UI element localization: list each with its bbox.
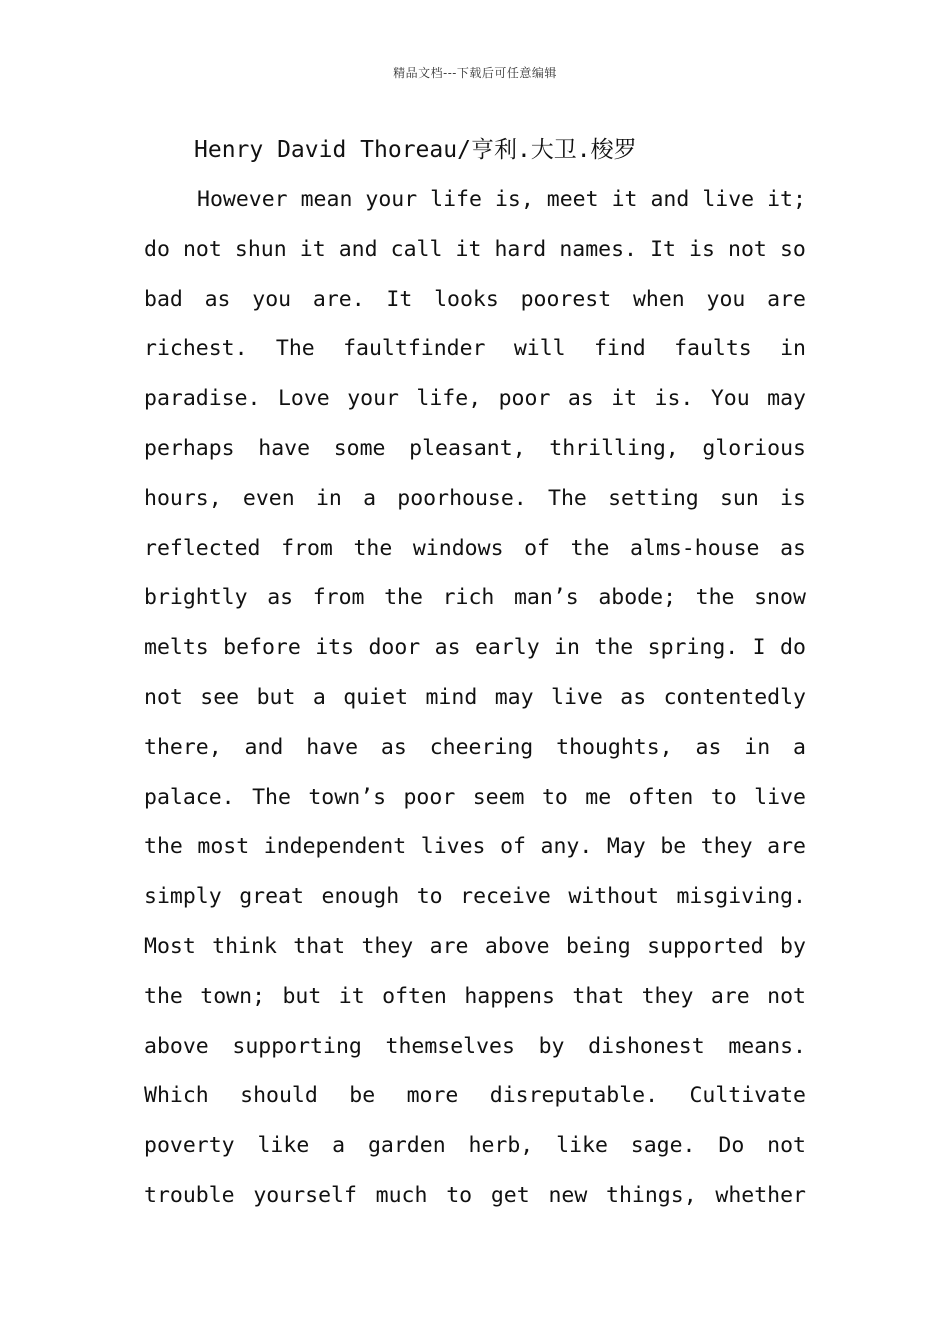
text-word: early xyxy=(474,635,540,661)
text-word: and xyxy=(650,187,690,212)
text-word: means. xyxy=(728,1033,806,1059)
text-word: poorest xyxy=(520,286,612,312)
text-word: I xyxy=(752,635,766,661)
text-word: is xyxy=(689,236,715,262)
text-word: seem xyxy=(472,784,525,810)
text-word: you xyxy=(252,286,292,312)
text-word: poor xyxy=(498,386,551,412)
text-word: to xyxy=(446,1182,473,1208)
text-line xyxy=(144,282,806,332)
text-word: a xyxy=(793,734,806,760)
text-word: The xyxy=(252,784,291,810)
text-word: perhaps xyxy=(144,435,235,461)
text-line xyxy=(144,1128,806,1178)
text-word: supported xyxy=(647,933,764,959)
text-word: in xyxy=(744,734,771,760)
text-word: may xyxy=(494,684,534,710)
document-title: Henry David Thoreau/亨利.大卫.梭罗 xyxy=(194,137,637,163)
text-word: do xyxy=(144,236,170,262)
text-word: poorhouse. xyxy=(397,485,527,511)
text-word: not xyxy=(182,236,222,262)
text-line xyxy=(144,730,806,780)
text-word: cheering xyxy=(429,734,534,760)
text-word: town’s xyxy=(308,784,387,810)
text-word: bad xyxy=(144,286,183,312)
text-word: The xyxy=(275,336,315,362)
text-word: faultfinder xyxy=(343,336,486,362)
text-word: as xyxy=(204,286,231,312)
text-word: thoughts, xyxy=(556,734,673,760)
text-word: being xyxy=(566,933,631,959)
text-word: receive xyxy=(460,884,551,910)
text-word: not xyxy=(767,1133,806,1159)
text-line xyxy=(144,381,806,431)
text-word: the xyxy=(384,585,423,611)
text-line xyxy=(144,929,806,979)
text-word: as xyxy=(380,734,407,760)
text-word: quiet xyxy=(343,684,409,710)
text-word: to xyxy=(541,784,568,810)
text-word: the xyxy=(594,635,634,661)
text-word: the xyxy=(144,983,183,1009)
text-word: meet xyxy=(546,187,599,212)
text-word: life, xyxy=(416,386,482,412)
text-word: shun xyxy=(234,236,287,262)
text-word: to xyxy=(710,784,737,810)
page-header: 精品文档---下载后可任意编辑 xyxy=(393,66,557,80)
text-line xyxy=(144,331,806,381)
text-line xyxy=(144,780,806,830)
text-line xyxy=(144,1078,806,1128)
text-word: However xyxy=(197,187,288,212)
text-word: without xyxy=(568,884,659,910)
text-word: above xyxy=(144,1033,209,1059)
text-word: you xyxy=(706,286,746,312)
text-word: are. xyxy=(312,286,365,312)
text-word: as xyxy=(434,635,461,661)
text-word: they xyxy=(641,983,694,1009)
text-word: hard xyxy=(494,236,547,262)
text-word: is. xyxy=(654,386,694,412)
text-word: contentedly xyxy=(663,684,806,710)
text-word: will xyxy=(513,336,566,362)
text-line xyxy=(144,431,806,481)
text-word: it xyxy=(611,187,638,212)
text-word: herb, xyxy=(468,1133,534,1159)
essay-body xyxy=(144,182,806,1228)
text-word: simply xyxy=(144,884,222,910)
text-line xyxy=(144,481,806,531)
text-word: often xyxy=(382,983,447,1009)
text-word: poverty xyxy=(144,1133,235,1159)
text-word: of xyxy=(500,834,526,860)
text-word: from xyxy=(281,535,333,561)
text-word: and xyxy=(244,734,284,760)
text-line xyxy=(144,232,806,282)
text-word: whether xyxy=(715,1182,806,1208)
text-line xyxy=(144,182,806,232)
text-word: not xyxy=(144,684,183,710)
text-word: of xyxy=(524,535,550,561)
text-word: to xyxy=(416,884,443,910)
text-word: Cultivate xyxy=(689,1083,806,1109)
text-word: sage. xyxy=(630,1133,696,1159)
text-word: setting xyxy=(608,485,699,511)
text-word: it xyxy=(611,386,638,412)
text-word: in xyxy=(315,485,342,511)
text-word: man’s xyxy=(513,585,579,611)
text-word: get xyxy=(490,1182,530,1208)
text-word: any. xyxy=(540,834,593,860)
text-word: enough xyxy=(321,884,400,910)
text-word: when xyxy=(632,286,685,312)
text-word: me xyxy=(585,784,612,810)
text-word: it xyxy=(455,236,482,262)
text-word: spring. xyxy=(647,635,739,661)
text-word: looks xyxy=(434,286,499,312)
text-line xyxy=(144,979,806,1029)
text-word: as xyxy=(695,734,722,760)
text-word: abode; xyxy=(598,585,677,611)
text-word: is xyxy=(780,485,806,511)
text-word: Love xyxy=(277,386,330,412)
text-line xyxy=(144,630,806,680)
text-word: Do xyxy=(718,1133,745,1159)
text-word: lives xyxy=(420,834,486,860)
text-word: faults xyxy=(674,336,752,362)
text-word: as xyxy=(267,585,294,611)
text-line xyxy=(144,1029,806,1079)
text-word: but xyxy=(256,684,296,710)
text-word: from xyxy=(312,585,365,611)
text-word: town; xyxy=(200,983,266,1009)
text-word: like xyxy=(556,1133,608,1159)
text-word: be xyxy=(660,834,687,860)
text-word: your xyxy=(347,386,399,412)
text-word: richest. xyxy=(144,336,248,362)
text-word: the xyxy=(695,585,735,611)
text-word: the xyxy=(144,834,183,860)
text-word: do xyxy=(780,635,806,661)
text-word: that xyxy=(293,933,346,959)
text-word: the xyxy=(353,535,393,561)
text-word: Most xyxy=(144,933,196,959)
text-word: May xyxy=(606,834,646,860)
text-word: the xyxy=(570,535,610,561)
text-word: live xyxy=(702,187,755,212)
text-word: as xyxy=(780,535,806,561)
text-word: are xyxy=(767,834,806,860)
text-word: it xyxy=(338,983,365,1009)
text-word: are xyxy=(429,933,469,959)
text-word: independent xyxy=(263,834,407,860)
text-word: life xyxy=(430,187,482,212)
text-word: more xyxy=(406,1083,459,1109)
text-word: above xyxy=(484,933,550,959)
text-word: yourself xyxy=(253,1182,357,1208)
text-word: mean xyxy=(300,187,353,212)
text-word: misgiving. xyxy=(676,884,806,910)
text-word: It xyxy=(650,236,676,262)
text-word: like xyxy=(257,1133,310,1159)
text-word: glorious xyxy=(702,435,806,461)
text-word: mind xyxy=(425,684,478,710)
text-word: call xyxy=(390,236,443,262)
text-word: that xyxy=(572,983,625,1009)
text-word: palace. xyxy=(144,784,235,810)
text-word: so xyxy=(779,236,806,262)
text-word: and xyxy=(338,236,378,262)
text-word: reflected xyxy=(144,535,261,561)
text-word: snow xyxy=(754,585,806,611)
text-line xyxy=(144,531,806,581)
text-word: Which xyxy=(144,1083,209,1109)
text-word: paradise. xyxy=(144,386,261,412)
text-word: happens xyxy=(464,983,555,1009)
text-word: by xyxy=(538,1033,565,1059)
text-word: pleasant, xyxy=(409,435,526,461)
text-word: see xyxy=(200,684,240,710)
text-word: be xyxy=(349,1083,376,1109)
text-line xyxy=(144,580,806,630)
text-word: before xyxy=(223,635,301,661)
text-word: themselves xyxy=(385,1033,515,1059)
text-word: sun xyxy=(719,485,759,511)
text-word: they xyxy=(361,933,414,959)
text-word: even xyxy=(242,485,295,511)
text-word: is, xyxy=(494,187,534,212)
text-word: in xyxy=(780,336,806,362)
text-word: melts xyxy=(144,635,209,661)
text-word: door xyxy=(368,635,421,661)
text-word: most xyxy=(197,834,250,860)
text-word: brightly xyxy=(144,585,248,611)
text-word: should xyxy=(240,1083,318,1109)
text-word: there, xyxy=(144,734,222,760)
text-line xyxy=(144,1178,806,1228)
text-word: disreputable. xyxy=(489,1083,659,1109)
text-word: live xyxy=(754,784,806,810)
text-word: windows xyxy=(412,535,504,561)
text-word: by xyxy=(780,933,806,959)
text-word: but xyxy=(282,983,322,1009)
text-word: thrilling, xyxy=(549,435,679,461)
text-word: You xyxy=(710,386,750,412)
text-word: hours, xyxy=(144,485,222,511)
text-word: they xyxy=(700,834,753,860)
text-word: rich xyxy=(442,585,495,611)
text-word: live xyxy=(551,684,603,710)
text-word: It xyxy=(386,286,413,312)
text-word: find xyxy=(593,336,646,362)
text-word: a xyxy=(332,1133,346,1159)
text-word: much xyxy=(375,1182,428,1208)
text-word: think xyxy=(212,933,277,959)
text-word: things, xyxy=(606,1182,697,1208)
text-word: not xyxy=(767,983,806,1009)
text-word: have xyxy=(258,435,311,461)
text-word: may xyxy=(767,386,806,412)
text-line xyxy=(144,829,806,879)
text-word: as xyxy=(620,684,647,710)
text-word: its xyxy=(315,635,355,661)
text-word: it xyxy=(299,236,326,262)
text-word: supporting xyxy=(232,1033,362,1059)
text-word: poor xyxy=(403,784,456,810)
text-word: dishonest xyxy=(588,1033,705,1059)
text-word: as xyxy=(567,386,594,412)
text-word: a xyxy=(363,485,377,511)
text-word: new xyxy=(548,1182,588,1208)
text-line xyxy=(144,879,806,929)
text-word: The xyxy=(548,485,587,511)
text-word: garden xyxy=(367,1133,446,1159)
text-word: great xyxy=(239,884,304,910)
text-word: your xyxy=(365,187,418,212)
text-word: are xyxy=(767,286,806,312)
text-word: names. xyxy=(559,236,637,262)
text-word: in xyxy=(554,635,580,661)
text-word: not xyxy=(728,236,767,262)
text-word: often xyxy=(628,784,694,810)
text-word: alms-house xyxy=(630,535,760,561)
text-word: some xyxy=(333,435,386,461)
text-line xyxy=(144,680,806,730)
text-word: a xyxy=(312,684,326,710)
text-word: trouble xyxy=(144,1182,235,1208)
text-word: have xyxy=(306,734,359,760)
text-word: it; xyxy=(767,187,806,212)
text-word: are xyxy=(710,983,750,1009)
